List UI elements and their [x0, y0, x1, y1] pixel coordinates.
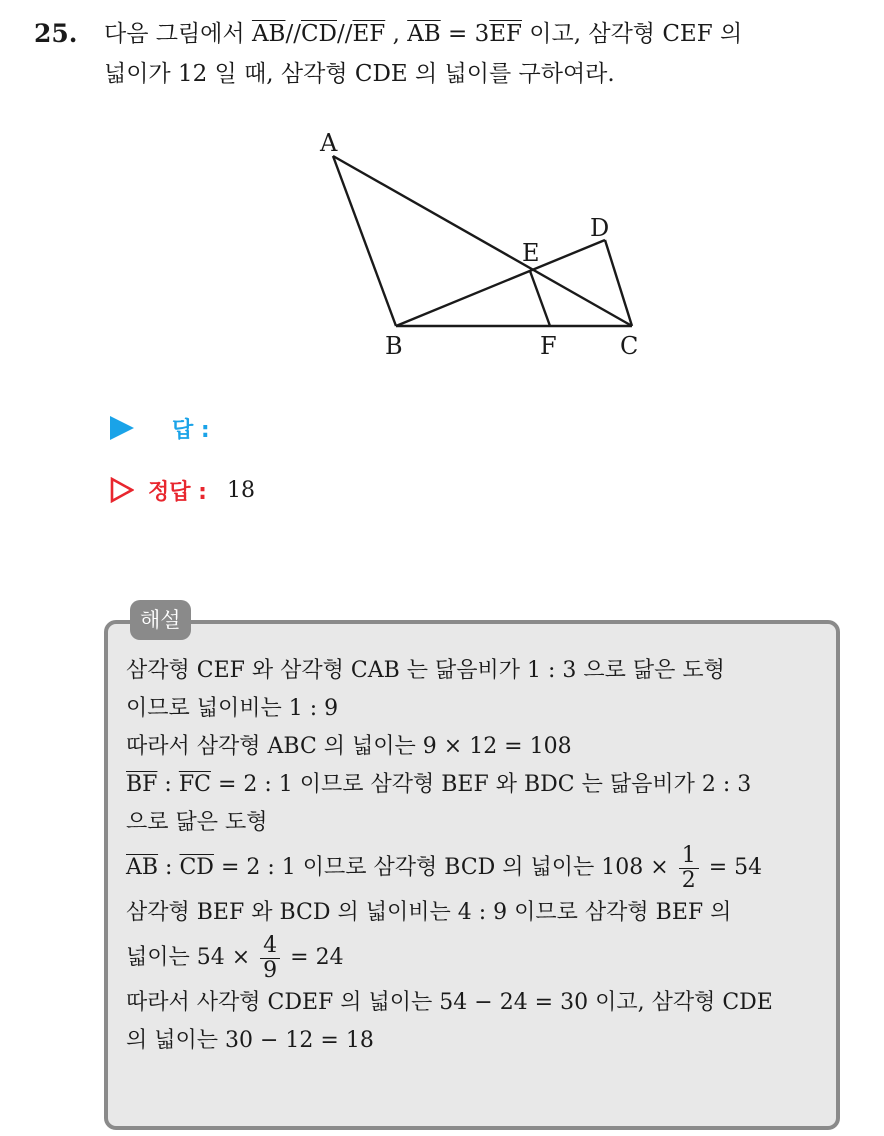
question-line-1 [104, 14, 864, 54]
explanation-line: 따라서 삼각형 ABC 의 넓이는 9 × 12 = 108 [126, 734, 572, 759]
parallel-symbol: // [337, 21, 353, 47]
segment-cd: $\overline{CD}$ [179, 855, 214, 880]
explanation-line: 의 넓이는 30 − 12 = 18 [126, 1028, 374, 1053]
correct-answer-row [110, 472, 255, 508]
fraction-denominator: 9 [263, 957, 278, 983]
explanation-text: = 24 [290, 945, 344, 970]
parallel-symbol: // [285, 21, 301, 47]
question-text-start: 다음 그림에서 [104, 21, 245, 47]
geometry-diagram [300, 118, 660, 368]
segment-fc: $\overline{FC}$ [178, 772, 211, 797]
explanation-tag: 해설 [130, 600, 191, 640]
point-label-f: F [540, 332, 557, 360]
segment-bf: $\overline{BF}$ [126, 772, 158, 797]
segment-ab: $\overline{AB}$ [407, 21, 441, 47]
explanation-line: 따라서 사각형 CDEF 의 넓이는 54 − 24 = 30 이고, 삼각형 CDE [126, 990, 773, 1015]
point-label-e: E [522, 239, 540, 267]
fraction [679, 844, 699, 893]
ratio-colon: : [157, 772, 179, 797]
outline-arrow-icon [110, 477, 134, 503]
fraction-numerator: 4 [260, 934, 280, 959]
explanation-line: 삼각형 CEF 와 삼각형 CAB 는 닮음비가 1 : 3 으로 닮은 도형 [126, 658, 725, 683]
segment-ab: $\overline{AB}$ [251, 21, 286, 47]
point-label-c: C [620, 332, 639, 360]
segment-ef: $\overline{EF}$ [352, 21, 386, 47]
explanation-line: 삼각형 BEF 와 BCD 의 넓이비는 4 : 9 이므로 삼각형 BEF 의 [126, 900, 732, 925]
ratio-colon: : [158, 855, 180, 880]
explanation-body [126, 652, 832, 1060]
point-label-b: B [385, 332, 403, 360]
explanation-line: 이므로 넓이비는 1 : 9 [126, 696, 339, 721]
answer-label: 답 : [172, 417, 210, 443]
play-arrow-icon [110, 416, 134, 440]
point-label-d: D [590, 214, 610, 242]
explanation-line: 으로 닮은 도형 [126, 810, 268, 835]
answer-row [110, 410, 210, 446]
comma: , [392, 21, 400, 47]
segment-ab: $\overline{AB}$ [126, 855, 159, 880]
explanation-line [126, 766, 832, 804]
segment-ac-line [333, 156, 632, 326]
fraction-numerator: 1 [679, 844, 699, 869]
segment-cd: $\overline{CD}$ [300, 21, 337, 47]
point-label-a: A [320, 129, 338, 157]
question-text [104, 14, 864, 94]
segment-ef: $\overline{EF}$ [489, 21, 522, 47]
explanation-text: 넓이는 54 × [126, 945, 251, 970]
fraction-denominator: 2 [681, 867, 696, 893]
geometry-figure [300, 118, 660, 368]
question-text-end: 이고, 삼각형 CEF 의 [529, 21, 743, 47]
explanation-text: = 2 : 1 이므로 삼각형 BEF 와 BDC 는 닮음비가 2 : 3 [210, 772, 752, 797]
segment-ef-line [530, 271, 550, 326]
correct-answer-label: 정답 : [148, 479, 207, 505]
segment-bd-line [396, 240, 605, 326]
explanation-text: = 2 : 1 이므로 삼각형 BCD 의 넓이는 108 × [213, 855, 669, 880]
explanation-line [126, 842, 832, 894]
equals-three: = 3 [448, 21, 490, 47]
question-line-2: 넓이가 12 일 때, 삼각형 CDE 의 넓이를 구하여라. [104, 61, 615, 87]
fraction [260, 934, 280, 983]
segment-ab-line [333, 156, 396, 326]
problem-statement [34, 14, 864, 94]
explanation-line [126, 932, 832, 984]
correct-answer-value: 18 [226, 477, 255, 503]
explanation-text: = 54 [708, 855, 763, 880]
question-number: 25. [34, 19, 78, 48]
